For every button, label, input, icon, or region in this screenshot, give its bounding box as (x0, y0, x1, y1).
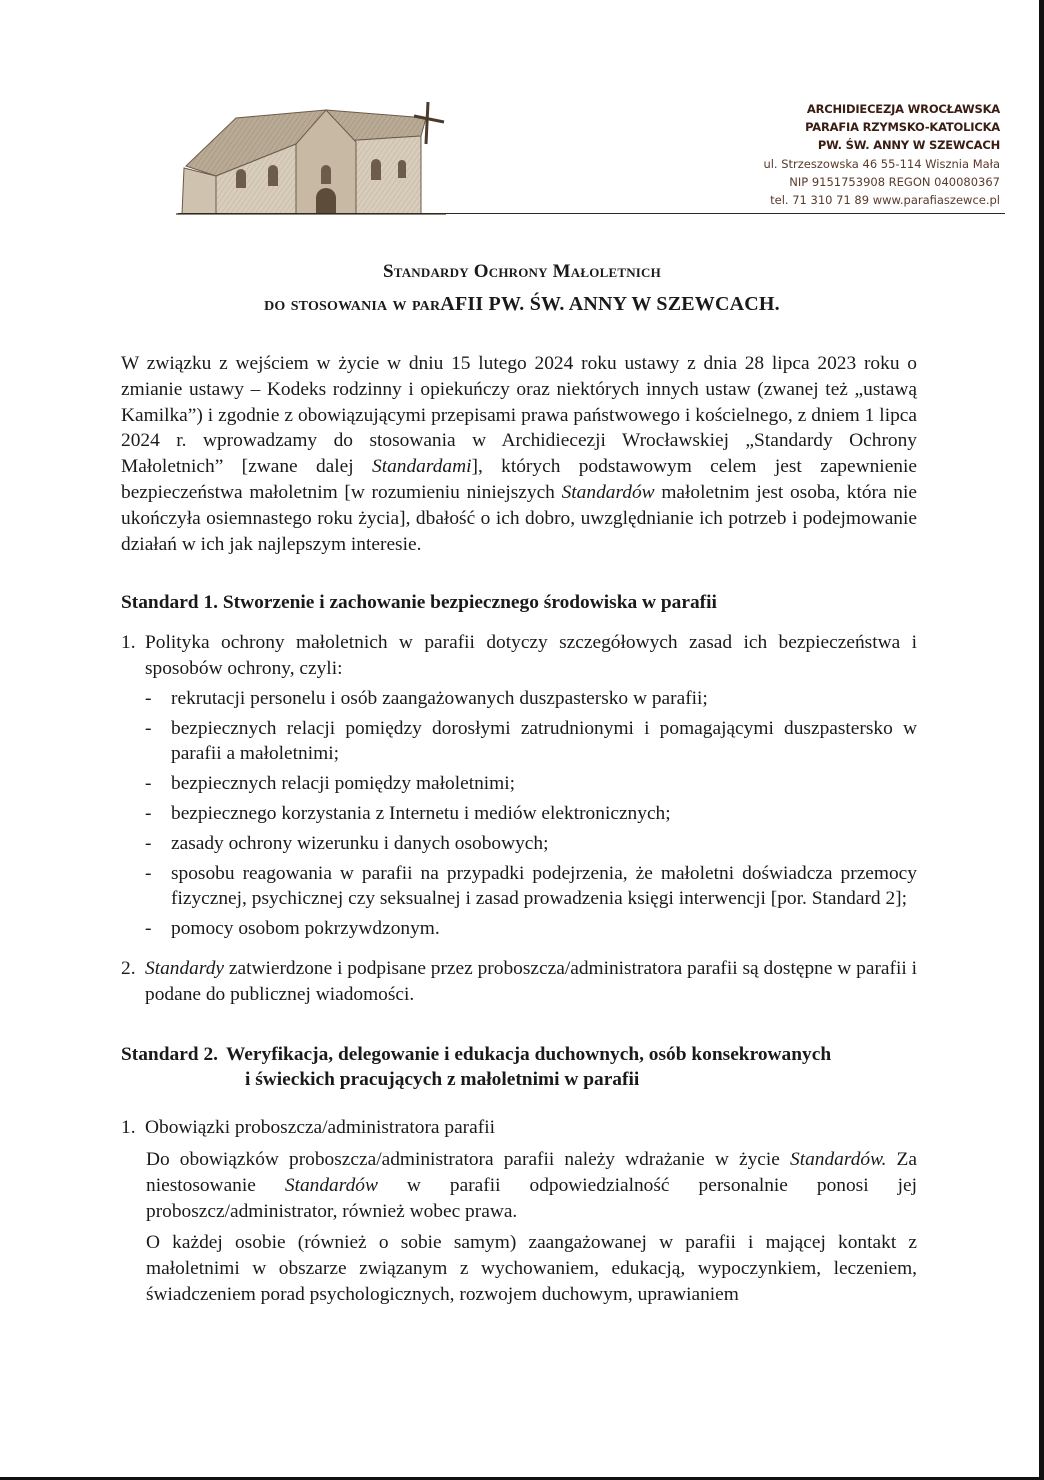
list-item-text: pomocy osobom pokrzywdzonym. (171, 918, 440, 940)
list-item (145, 916, 917, 942)
list-item (145, 831, 917, 857)
intro-emphasis-2: Standardów (561, 481, 655, 503)
list-item (145, 861, 917, 913)
dash-marker: - (145, 773, 152, 795)
document-body (121, 351, 917, 1314)
org-line-contact: tel. 71 310 71 89 www.parafiaszewce.pl (770, 193, 1000, 208)
para-emphasis: Standardów. (790, 1148, 887, 1170)
list-item-text: bezpiecznych relacji pomiędzy małoletnimi; (171, 773, 516, 795)
list-item (145, 801, 917, 827)
policy-scope-list (145, 686, 917, 942)
page-edge-right (1039, 0, 1044, 1480)
dash-marker: - (145, 832, 152, 854)
para-text: Za niestosowanie (146, 1148, 917, 1196)
standard2-title-line1: Weryfikacja, delegowanie i edukacja duchownych, osób konsekrowanych (225, 1043, 832, 1065)
standard2-title-line2: i świeckich pracujących z małoletnimi w parafii (245, 1069, 640, 1091)
document-subtitle (0, 293, 1044, 316)
point-number: 1. (121, 1117, 136, 1139)
intro-text-3: małoletnim jest osoba, która nie ukończyła osiemnastego roku życia], dbałość o ich dobro, uwzględnianie ich potrzeb i podejmowanie działań w ich jak najlepszym interesie. (121, 481, 917, 555)
dash-marker: - (145, 687, 152, 709)
person-verification-paragraph: O każdej osobie (również o sobie samym) zaangażowanej w parafii i mającej kontakt z małoletnimi w obszarze związanym z wychowaniem, edukacją, wypoczynkiem, leczeniem, świadczeniem porad psychologicznych, rozwojem duchowym, uprawianiem (146, 1232, 917, 1305)
point-body (145, 956, 917, 1008)
duties-paragraph (146, 1147, 917, 1224)
parish-address-block (763, 100, 1000, 209)
standard2-point-1 (121, 1115, 917, 1141)
list-item (145, 716, 917, 768)
list-item-text: bezpiecznego korzystania z Internetu i mediów elektronicznych; (171, 802, 671, 824)
standard2-point-1-body (121, 1147, 917, 1308)
point-number: 2. (121, 957, 136, 979)
header-divider (178, 213, 1005, 214)
list-item-text: bezpiecznych relacji pomiędzy dorosłymi zatrudnionymi i pomagającymi duszpastersko w parafii a małoletnimi; (171, 717, 917, 765)
list-item-text: sposobu reagowania w parafii na przypadki podejrzenia, że małoletni doświadcza przemocy fizycznej, psychicznej czy seksualnej i zasad prowadzenia księgi interwencji [por. Standard 2]; (171, 862, 917, 910)
dash-marker: - (145, 918, 152, 940)
standard1-point-1 (121, 630, 917, 942)
church-sketch-logo (176, 96, 448, 216)
standard1-point-2 (121, 956, 917, 1008)
subtitle-smallcaps-part: do stosowania w par (264, 293, 441, 315)
dash-marker: - (145, 717, 152, 739)
document-title: Standardy Ochrony Małoletnich (383, 261, 661, 282)
org-line-parish: PARAFIA RZYMSKO-KATOLICKA (805, 120, 1000, 135)
list-item (145, 771, 917, 797)
dash-marker: - (145, 862, 152, 884)
dash-marker: - (145, 802, 152, 824)
intro-emphasis-1: Standardami (372, 456, 472, 478)
para-text: Do obowiązków proboszcza/administratora parafii należy wdrażanie w życie (146, 1148, 790, 1170)
intro-text-1: W związku z wejściem w życie w dniu 15 lutego 2024 roku ustawy z dnia 28 lipca 2023 roku o zmianie ustawy – Kodeks rodzinny i opiekuńczy oraz niektórych innych ustaw (zwanej też „ustawą Kamilka”) i zgodnie z obowiązującymi przepisami prawa państwowego i kościelnego, z dniem 1 lipca 2024 r. wprowadzamy do stosowania w Archidiecezji Wrocławskiej „Standardy Ochrony Małoletnich” [zwane dalej (121, 353, 917, 478)
list-item (145, 686, 917, 712)
point-body (145, 630, 917, 942)
org-line-parish-name: PW. ŚW. ANNY W SZEWCACH (817, 138, 1000, 153)
list-item-text: rekrutacji personelu i osób zaangażowanych duszpastersko w parafii; (171, 687, 708, 709)
standard1-heading: Standard 1. Stworzenie i zachowanie bezpiecznego środowiska w parafii (121, 592, 717, 614)
standard2-heading (121, 1042, 917, 1068)
point-text: Polityka ochrony małoletnich w parafii dotyczy szczegółowych zasad ich bezpieczeństwa i sposobów ochrony, czyli: (145, 632, 917, 679)
list-item-text: zasady ochrony wizerunku i danych osobowych; (171, 832, 549, 854)
standard2-label: Standard 2. (121, 1043, 218, 1065)
org-line-address: ul. Strzeszowska 46 55-114 Wisznia Mała (763, 156, 1000, 171)
intro-text-2: ], których podstawowym celem jest zapewnienie bezpieczeństwa małoletnim [w rozumieniu niniejszych (121, 456, 917, 503)
intro-paragraph (121, 351, 917, 557)
subtitle-rest: AFII PW. ŚW. ANNY W SZEWCACH. (440, 293, 780, 315)
point-title: Obowiązki proboszcza/administratora parafii (145, 1117, 495, 1139)
para-text: w parafii odpowiedzialność personalnie ponosi jej proboszcz/administrator, również wobec prawa. (146, 1174, 917, 1222)
point-emphasis: Standardy (145, 957, 224, 979)
para-emphasis: Standardów (284, 1174, 378, 1196)
point-text: zatwierdzone i podpisane przez proboszcza/administratora parafii są dostępne w parafii i podane do publicznej wiadomości. (145, 957, 917, 1005)
org-line-nip-regon: NIP 9151753908 REGON 040080367 (789, 174, 1000, 189)
org-line-archdiocese: ARCHIDIECEZJA WROCŁAWSKA (806, 102, 1000, 116)
point-number: 1. (121, 632, 136, 654)
